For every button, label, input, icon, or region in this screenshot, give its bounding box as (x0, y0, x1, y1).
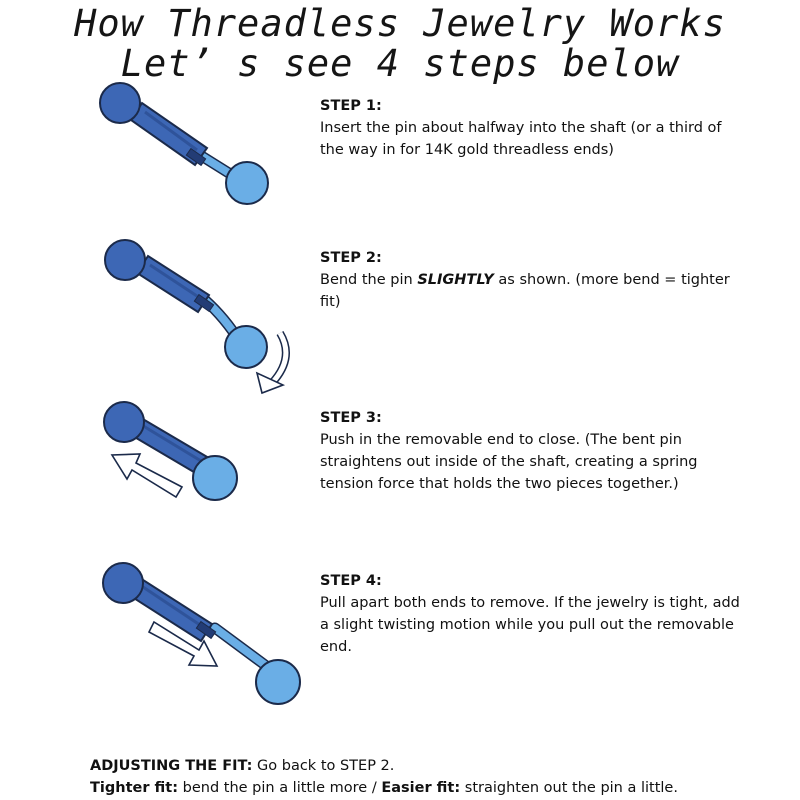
tighter-fit-label: Tighter fit: (90, 780, 179, 796)
tighter-fit-text: bend the pin a little more / (178, 780, 382, 796)
step-3 (320, 407, 740, 495)
step-3-heading: STEP 3: (320, 410, 382, 426)
step2-illustration (105, 240, 286, 393)
step-4-text: Pull apart both ends to remove. If the jewelry is tight, add a slight twisting motion while you pull out the removable end. (320, 595, 740, 655)
adjusting-fit-line (90, 755, 394, 777)
step-4 (320, 570, 740, 658)
step-1-text: Insert the pin about halfway into the shaft (or a third of the way in for 14K gold threadless ends) (320, 120, 722, 158)
step-2 (320, 247, 740, 313)
adjusting-fit-label: ADJUSTING THE FIT: (90, 758, 253, 774)
adjusting-fit-text: Go back to STEP 2. (252, 758, 395, 774)
step-2-heading: STEP 2: (320, 250, 382, 266)
step1-illustration (100, 83, 268, 204)
page-title: How Threadless Jewelry Works (74, 2, 726, 45)
fit-options-line (90, 777, 678, 799)
step-2-emphasis: SLIGHTLY (417, 272, 494, 288)
step4-illustration (103, 563, 300, 704)
easier-fit-text: straighten out the pin a little. (460, 780, 678, 796)
step-4-heading: STEP 4: (320, 573, 382, 589)
step-2-text-after: as shown. (more bend = tighter fit) (320, 272, 730, 310)
page-subtitle: Let’ s see 4 steps below (120, 42, 680, 85)
easier-fit-label: Easier fit: (381, 780, 461, 796)
step-1 (320, 95, 740, 161)
step-1-heading: STEP 1: (320, 98, 382, 114)
step3-illustration (104, 402, 237, 500)
step-2-text-before: Bend the pin (320, 272, 418, 288)
step-3-text: Push in the removable end to close. (The bent pin straightens out inside of the shaft, creating a spring tension force that holds the two pieces together.) (320, 432, 698, 492)
